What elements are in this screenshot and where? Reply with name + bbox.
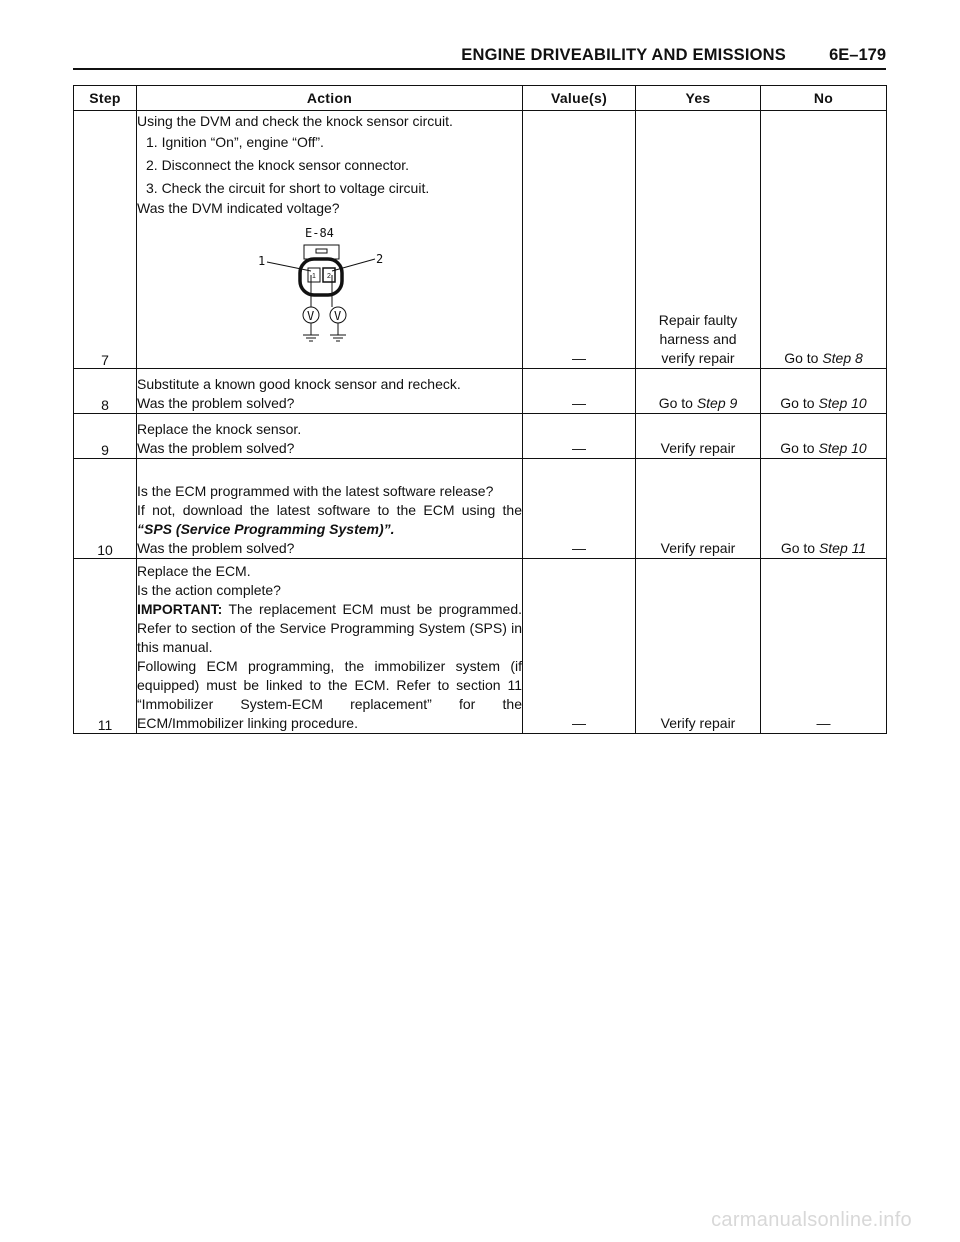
- action-cell: [137, 559, 523, 734]
- yes-cell: Verify repair: [636, 414, 761, 459]
- action-paragraph-text: If not, download the latest software to the ECM using the: [137, 502, 522, 518]
- action-intro: Using the DVM and check the knock sensor circuit.: [137, 113, 453, 129]
- value-cell: —: [523, 459, 636, 559]
- action-item: 3. Check the circuit for short to voltage circuit.: [146, 180, 430, 196]
- action-question: Was the DVM indicated voltage?: [137, 200, 340, 216]
- table-row-step-11: [74, 559, 887, 734]
- connector-diagram: [137, 218, 522, 368]
- action-item: 1. Ignition “On”, engine “Off”.: [146, 134, 324, 150]
- voltmeter-2-label: V: [334, 309, 342, 323]
- no-step-ref: Step 11: [818, 540, 867, 556]
- no-prefix: Go to: [780, 440, 819, 456]
- step-number: 9: [74, 414, 137, 459]
- step-number: 11: [74, 559, 137, 734]
- page-number: 6E–179: [829, 46, 886, 64]
- header-values: Value(s): [523, 86, 636, 111]
- yes-line: verify repair: [661, 350, 735, 366]
- pin-2-mini-label: 2: [327, 273, 331, 280]
- action-paragraph: Is the ECM programmed with the latest software release?: [137, 483, 494, 499]
- action-cell: [137, 369, 523, 414]
- no-step-ref: Step 10: [818, 395, 867, 411]
- yes-cell: Verify repair: [636, 459, 761, 559]
- action-cell: [137, 459, 523, 559]
- table-row-step-10: [74, 459, 887, 559]
- step-number: 10: [74, 459, 137, 559]
- step-number: 7: [74, 111, 137, 369]
- value-cell: —: [523, 559, 636, 734]
- no-cell: [761, 414, 887, 459]
- ground-symbol-1-icon: [303, 335, 319, 341]
- no-prefix: Go to: [780, 540, 819, 556]
- diagnostic-table: [73, 85, 887, 734]
- header-action: Action: [137, 86, 523, 111]
- important-label: IMPORTANT:: [137, 601, 223, 617]
- header-yes: Yes: [636, 86, 761, 111]
- action-item: 2. Disconnect the knock sensor connector.: [146, 157, 410, 173]
- header-step: Step: [74, 86, 137, 111]
- action-line: Replace the knock sensor.: [137, 421, 302, 437]
- action-question: Was the problem solved?: [137, 540, 295, 556]
- table-row-step-8: [74, 369, 887, 414]
- connector-label: E-84: [305, 226, 334, 240]
- action-line: Was the problem solved?: [137, 395, 295, 411]
- action-line: Substitute a known good knock sensor and recheck.: [137, 376, 461, 392]
- table-row-step-9: [74, 414, 887, 459]
- yes-line: Repair faulty: [658, 312, 738, 328]
- pin-1-mini-label: 1: [312, 273, 316, 280]
- pin-2-callout: 2: [376, 252, 384, 266]
- connector-latch-slot: [316, 249, 327, 253]
- action-cell: [137, 111, 523, 369]
- ground-symbol-2-icon: [330, 335, 346, 341]
- voltmeter-1-label: V: [307, 309, 315, 323]
- page-header: [73, 46, 886, 70]
- important-note: [137, 600, 522, 657]
- table-header-row: [74, 86, 887, 111]
- action-line: Was the problem solved?: [137, 440, 295, 456]
- yes-cell: [636, 369, 761, 414]
- important-text: The replacement ECM must be programmed. Refer to section of the Service Programming System (SPS) in this manual.: [137, 601, 522, 655]
- no-step-ref: Step 10: [818, 440, 867, 456]
- no-step-ref: Step 8: [822, 350, 863, 366]
- header-no: No: [761, 86, 887, 111]
- watermark: carmanualsonline.info: [711, 1209, 912, 1231]
- value-cell: —: [523, 111, 636, 369]
- no-cell: —: [761, 559, 887, 734]
- no-prefix: Go to: [780, 395, 819, 411]
- action-paragraph: Following ECM programming, the immobilizer system (if equipped) must be linked to the ECM. Refer to section 11 “Immobilizer System-ECM replacement” for the ECM/Immobilizer linking procedure.: [137, 658, 522, 731]
- yes-step-ref: Step 9: [696, 395, 738, 411]
- no-cell: [761, 111, 887, 369]
- yes-prefix: Go to: [658, 395, 697, 411]
- no-prefix: Go to: [784, 350, 823, 366]
- value-cell: —: [523, 369, 636, 414]
- connector-latch: [304, 245, 339, 259]
- sps-reference: “SPS (Service Programming System)”.: [137, 521, 395, 537]
- step-number: 8: [74, 369, 137, 414]
- no-cell: [761, 369, 887, 414]
- value-cell: —: [523, 414, 636, 459]
- action-paragraph: [137, 501, 522, 539]
- action-cell: [137, 414, 523, 459]
- action-line: Replace the ECM.: [137, 563, 251, 579]
- table-row-step-7: [74, 111, 887, 369]
- yes-line: harness and: [659, 331, 737, 347]
- section-title: ENGINE DRIVEABILITY AND EMISSIONS: [461, 46, 786, 64]
- yes-cell: Verify repair: [636, 559, 761, 734]
- action-line: Is the action complete?: [137, 582, 281, 598]
- pin-1-callout: 1: [258, 254, 266, 268]
- knock-sensor-connector-diagram: [255, 223, 385, 351]
- yes-cell: [636, 111, 761, 369]
- no-cell: [761, 459, 887, 559]
